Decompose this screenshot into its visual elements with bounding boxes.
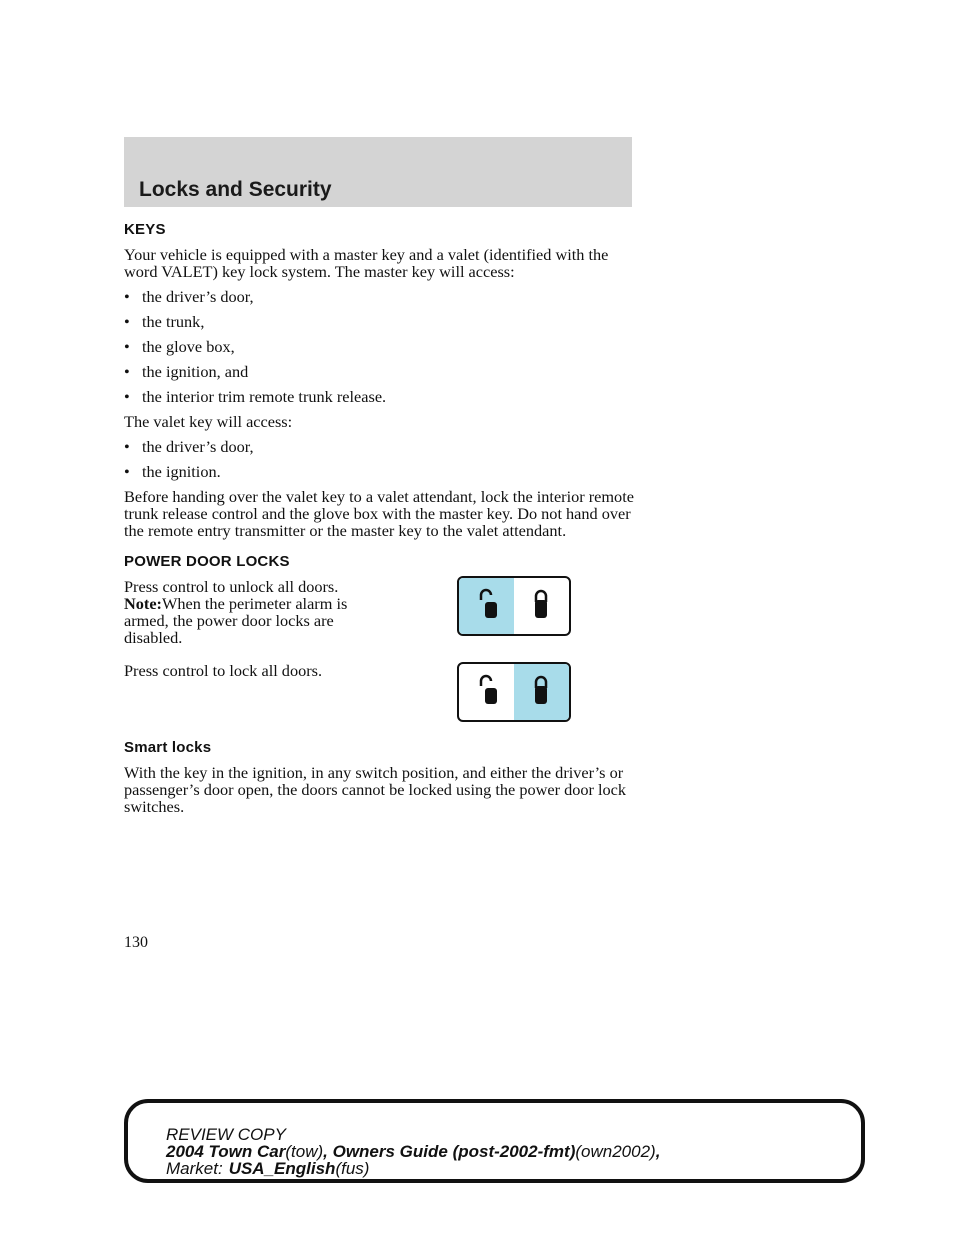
bullet-icon: • [124,462,130,481]
bullet-icon: • [124,437,130,456]
power-door-locks-heading: POWER DOOR LOCKS [124,553,290,570]
keys-intro: Your vehicle is equipped with a master key and a valet (identified with the word VALET) key lock system. The master key will access: [124,245,609,281]
review-copy-footer [166,1126,660,1177]
padlock-icons [459,664,569,720]
bullet-icon: • [124,287,130,306]
page-content [124,221,634,823]
section-title: Locks and Security [139,178,332,201]
lock-instruction: Press control to lock all doors. [124,661,323,680]
review-label: REVIEW COPY [166,1125,286,1144]
unlock-switch-icon [457,576,571,636]
unlock-instruction: Press control to unlock all doors. Note:When the perimeter alarm is armed, the power door locks are disabled. [124,578,384,646]
master-key-list [124,288,634,405]
market-line: Market: USA_English(fus) [166,1159,370,1178]
valet-intro: The valet key will access: [124,412,293,431]
smart-locks-text: With the key in the ignition, in any switch position, and either the driver’s or passenger’s door open, the doors cannot be locked using the power door lock switches. [124,763,627,816]
lock-switch-icon [457,662,571,722]
valet-key-list [124,438,634,480]
bullet-icon: • [124,362,130,381]
list-item: • the driver’s door, [124,437,254,456]
list-item: • the interior trim remote trunk release. [124,387,387,406]
list-item: • the glove box, [124,337,235,356]
bullet-icon: • [124,337,130,356]
bullet-icon: • [124,312,130,331]
list-item: • the trunk, [124,312,205,331]
page-number: 130 [124,934,148,951]
note: Note:When the perimeter alarm is armed, the power door locks are disabled. [124,594,348,647]
list-item: • the ignition. [124,462,221,481]
padlock-icons [459,578,569,634]
bullet-icon: • [124,387,130,406]
model-line: 2004 Town Car(tow), Owners Guide (post-2002-fmt)(own2002), [166,1142,661,1161]
valet-note: Before handing over the valet key to a valet attendant, lock the interior remote trunk release control and the glove box with the master key. Do not hand over the remote entry transmitter or the master key to the valet attendant. [124,487,634,540]
list-item: • the ignition, and [124,362,249,381]
list-item: • the driver’s door, [124,287,254,306]
smart-locks-heading: Smart locks [124,739,212,756]
keys-heading: KEYS [124,221,166,238]
